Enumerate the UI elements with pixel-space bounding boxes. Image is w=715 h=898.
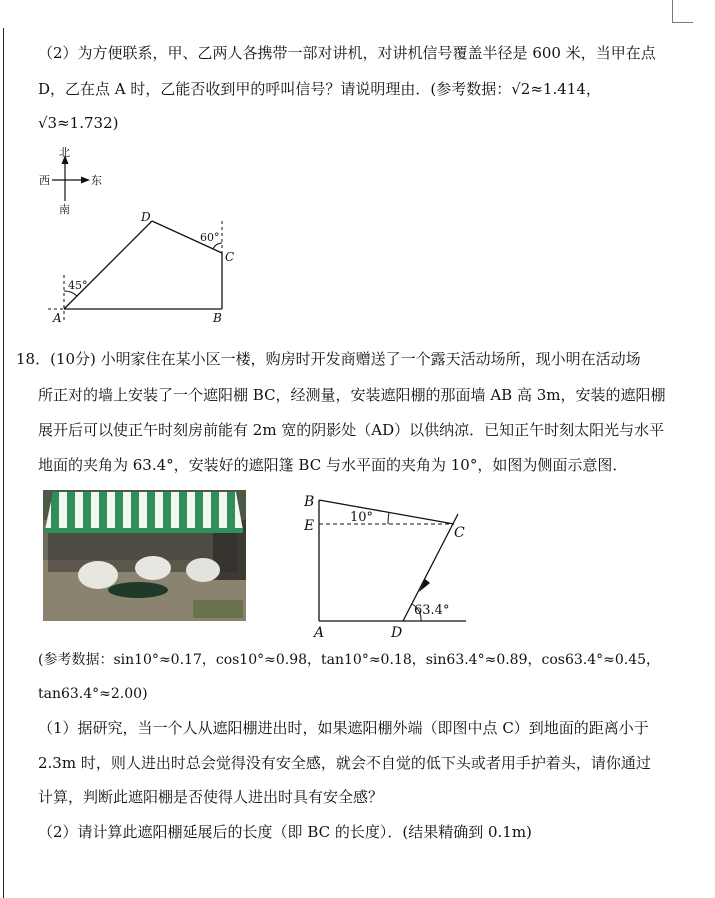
page-corner-mark <box>672 0 693 23</box>
fig2-angle-63: 63.4° <box>414 603 450 618</box>
awning-diagram <box>296 490 476 640</box>
fig2-label-E: E <box>304 518 315 534</box>
fig1-angle-45: 45° <box>68 279 88 292</box>
fig1-angle-60: 60° <box>200 231 220 244</box>
p18-line1: 18．(10分) 小明家住在某小区一楼，购房时开发商赠送了一个露天活动场所，现小明在活动场 <box>16 350 641 368</box>
p18-line3: 展开后可以使正午时刻房前能有 2m 宽的阴影处（AD）以供纳凉．已知正午时刻太阳光与水平 <box>38 421 665 439</box>
compass-east: 东 <box>91 174 102 187</box>
fig2-label-B: B <box>304 494 315 510</box>
reference-line2: tan63.4°≈2.00) <box>38 686 148 702</box>
page-margin-line <box>3 28 4 898</box>
reference-line1: (参考数据：sin10°≈0.17，cos10°≈0.98，tan10°≈0.18，sin63.4°≈0.89，cos63.4°≈0.45， <box>38 652 661 668</box>
fig1-label-A: A <box>53 311 62 325</box>
fig1-label-C: C <box>225 250 235 264</box>
p17-part2-line2: D，乙在点 A 时，乙能否收到甲的呼叫信号？请说明理由．(参考数据：√2≈1.414， <box>38 80 601 98</box>
fig2-label-D: D <box>391 625 403 640</box>
compass-west: 西 <box>39 174 50 187</box>
question2-line1: （2）请计算此遮阳棚延展后的长度（即 BC 的长度）．(结果精确到 0.1m) <box>38 823 532 841</box>
p17-part2-line3: √3≈1.732) <box>38 114 119 132</box>
question1-line3: 计算，判断此遮阳棚是否使得人进出时具有安全感？ <box>38 788 384 806</box>
fig1-label-D: D <box>141 210 151 224</box>
p18-line4: 地面的夹角为 63.4°，安装好的遮阳篷 BC 与水平面的夹角为 10°，如图为侧面示意图． <box>38 456 628 474</box>
question1-line2: 2.3m 时，则人进出时总会觉得没有安全感，就会不自觉的低下头或者用手护着头，请你通过 <box>38 754 651 772</box>
compass-north: 北 <box>59 146 70 159</box>
p17-part2-line1: （2）为方便联系，甲、乙两人各携带一部对讲机，对讲机信号覆盖半径是 600 米，当甲在点 <box>38 44 656 62</box>
fig2-angle-10: 10° <box>350 510 374 525</box>
compass-south: 南 <box>59 203 70 216</box>
quadrilateral-figure <box>40 205 250 330</box>
fig2-label-C: C <box>454 525 465 541</box>
fig2-label-A: A <box>314 625 325 640</box>
question1-line1: （1）据研究，当一个人从遮阳棚进出时，如果遮阳棚外端（即图中点 C）到地面的距离小于 <box>38 719 649 737</box>
fig1-label-B: B <box>213 311 222 325</box>
awning-photo <box>43 490 246 621</box>
p18-line2: 所正对的墙上安装了一个遮阳棚 BC，经测量，安装遮阳棚的那面墙 AB 高 3m，安装的遮阳棚 <box>38 386 666 404</box>
